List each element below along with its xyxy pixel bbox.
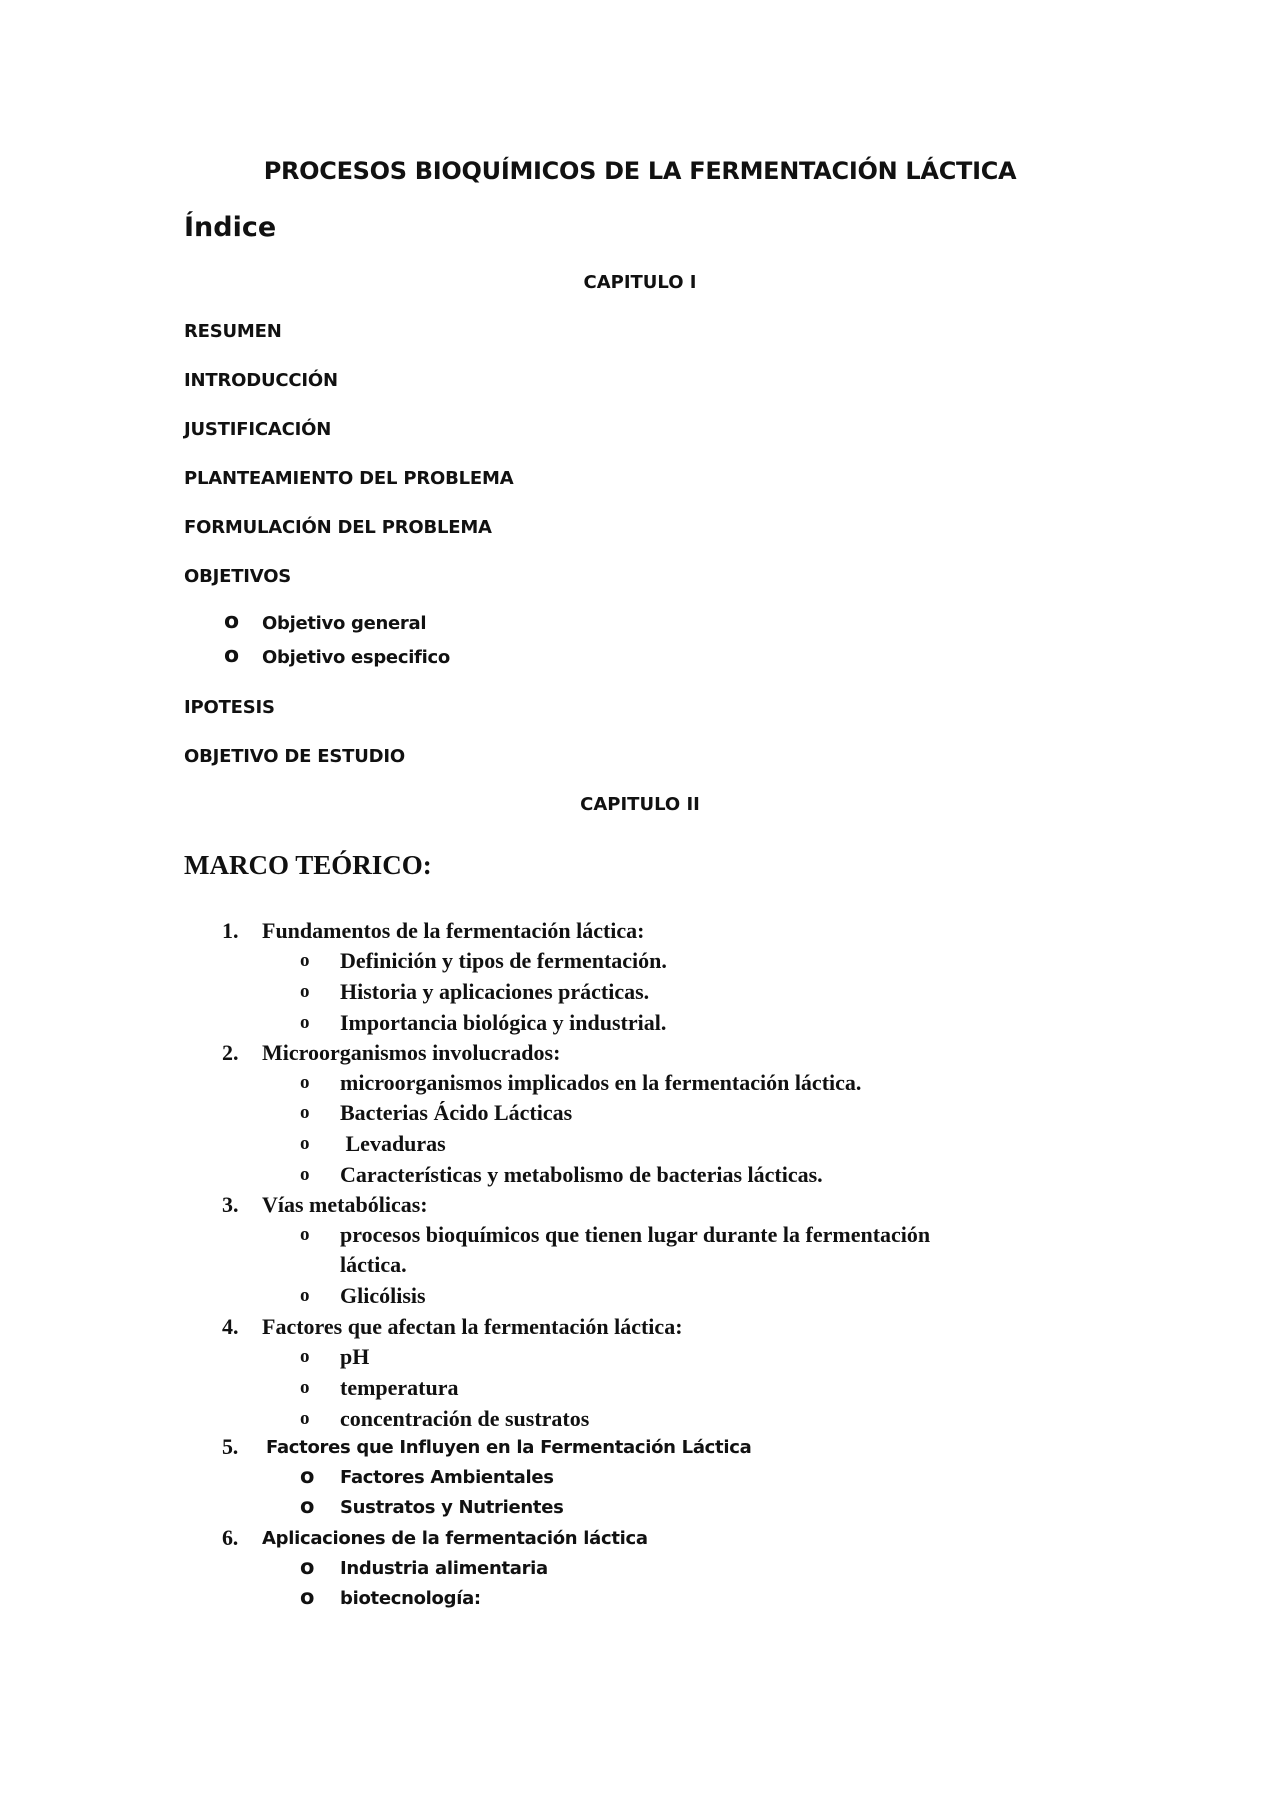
sub-item-text: biotecnología:: [340, 1588, 481, 1609]
marco-teorico-heading: MARCO TEÓRICO:: [184, 850, 432, 880]
sub-item-text: pH: [340, 1344, 370, 1369]
bullet-icon: o: [300, 1012, 310, 1033]
bullet-icon: o: [224, 609, 239, 634]
bullet-icon: o: [300, 1464, 315, 1488]
bullet-icon: o: [300, 1285, 310, 1306]
section-resumen: RESUMEN: [184, 321, 282, 342]
item-number: 6.: [222, 1525, 238, 1550]
index-heading: Índice: [184, 212, 277, 243]
bullet-icon: o: [300, 981, 310, 1002]
bullet-icon: o: [300, 1102, 310, 1123]
bullet-icon: o: [300, 1224, 310, 1245]
sub-item-text: Importancia biológica y industrial.: [340, 1010, 667, 1035]
chapter-2-label: CAPITULO II: [580, 794, 700, 815]
sub-item-text: láctica.: [340, 1252, 407, 1277]
item-text: Aplicaciones de la fermentación láctica: [262, 1528, 648, 1549]
sub-item-text: Historia y aplicaciones prácticas.: [340, 979, 650, 1004]
item-text: Microorganismos involucrados:: [262, 1040, 561, 1065]
sub-item-text: Factores Ambientales: [340, 1467, 554, 1488]
item-text: Vías metabólicas:: [262, 1192, 428, 1217]
bullet-icon: o: [300, 1164, 310, 1185]
bullet-icon: o: [300, 1555, 315, 1579]
objective-specific: Objetivo especifico: [262, 647, 450, 668]
section-introduccion: INTRODUCCIÓN: [184, 370, 338, 391]
item-text: Fundamentos de la fermentación láctica:: [262, 918, 645, 943]
section-formulacion: FORMULACIÓN DEL PROBLEMA: [184, 517, 492, 538]
sub-item-text: microorganismos implicados en la fermentación láctica.: [340, 1070, 862, 1095]
item-number: 3.: [222, 1192, 239, 1217]
document-title: PROCESOS BIOQUÍMICOS DE LA FERMENTACIÓN LÁCTICA: [263, 157, 1017, 185]
item-number: 4.: [222, 1314, 239, 1339]
section-justificacion: JUSTIFICACIÓN: [184, 419, 332, 440]
bullet-icon: o: [300, 1494, 315, 1518]
sub-item-text: concentración de sustratos: [340, 1406, 590, 1431]
item-number: 1.: [222, 918, 239, 943]
objective-general: Objetivo general: [262, 613, 427, 634]
bullet-icon: o: [300, 1377, 310, 1398]
bullet-icon: o: [300, 950, 310, 971]
bullet-icon: o: [300, 1585, 315, 1609]
sub-item-text: Levaduras: [340, 1131, 446, 1156]
bullet-icon: o: [224, 643, 239, 668]
item-text: Factores que afectan la fermentación láctica:: [262, 1314, 683, 1339]
sub-item-text: procesos bioquímicos que tienen lugar durante la fermentación: [340, 1222, 931, 1247]
sub-item-text: Glicólisis: [340, 1283, 426, 1308]
sub-item-text: temperatura: [340, 1375, 459, 1400]
bullet-icon: o: [300, 1133, 310, 1154]
sub-item-text: Definición y tipos de fermentación.: [340, 948, 667, 973]
section-objetivo-estudio: OBJETIVO DE ESTUDIO: [184, 746, 405, 767]
sub-item-text: Características y metabolismo de bacterias lácticas.: [340, 1162, 823, 1187]
section-objetivos: OBJETIVOS: [184, 566, 292, 587]
section-planteamiento: PLANTEAMIENTO DEL PROBLEMA: [184, 468, 514, 489]
sub-item-text: Industria alimentaria: [340, 1558, 548, 1579]
section-ipotesis: IPOTESIS: [184, 697, 275, 718]
chapter-1-label: CAPITULO I: [583, 272, 697, 293]
sub-item-text: Bacterias Ácido Lácticas: [340, 1100, 573, 1125]
bullet-icon: o: [300, 1408, 310, 1429]
bullet-icon: o: [300, 1072, 310, 1093]
item-number: 5.: [222, 1434, 238, 1459]
item-number: 2.: [222, 1040, 239, 1065]
bullet-icon: o: [300, 1346, 310, 1367]
sub-item-text: Sustratos y Nutrientes: [340, 1497, 564, 1518]
item-text: Factores que Influyen en la Fermentación Láctica: [266, 1437, 752, 1458]
